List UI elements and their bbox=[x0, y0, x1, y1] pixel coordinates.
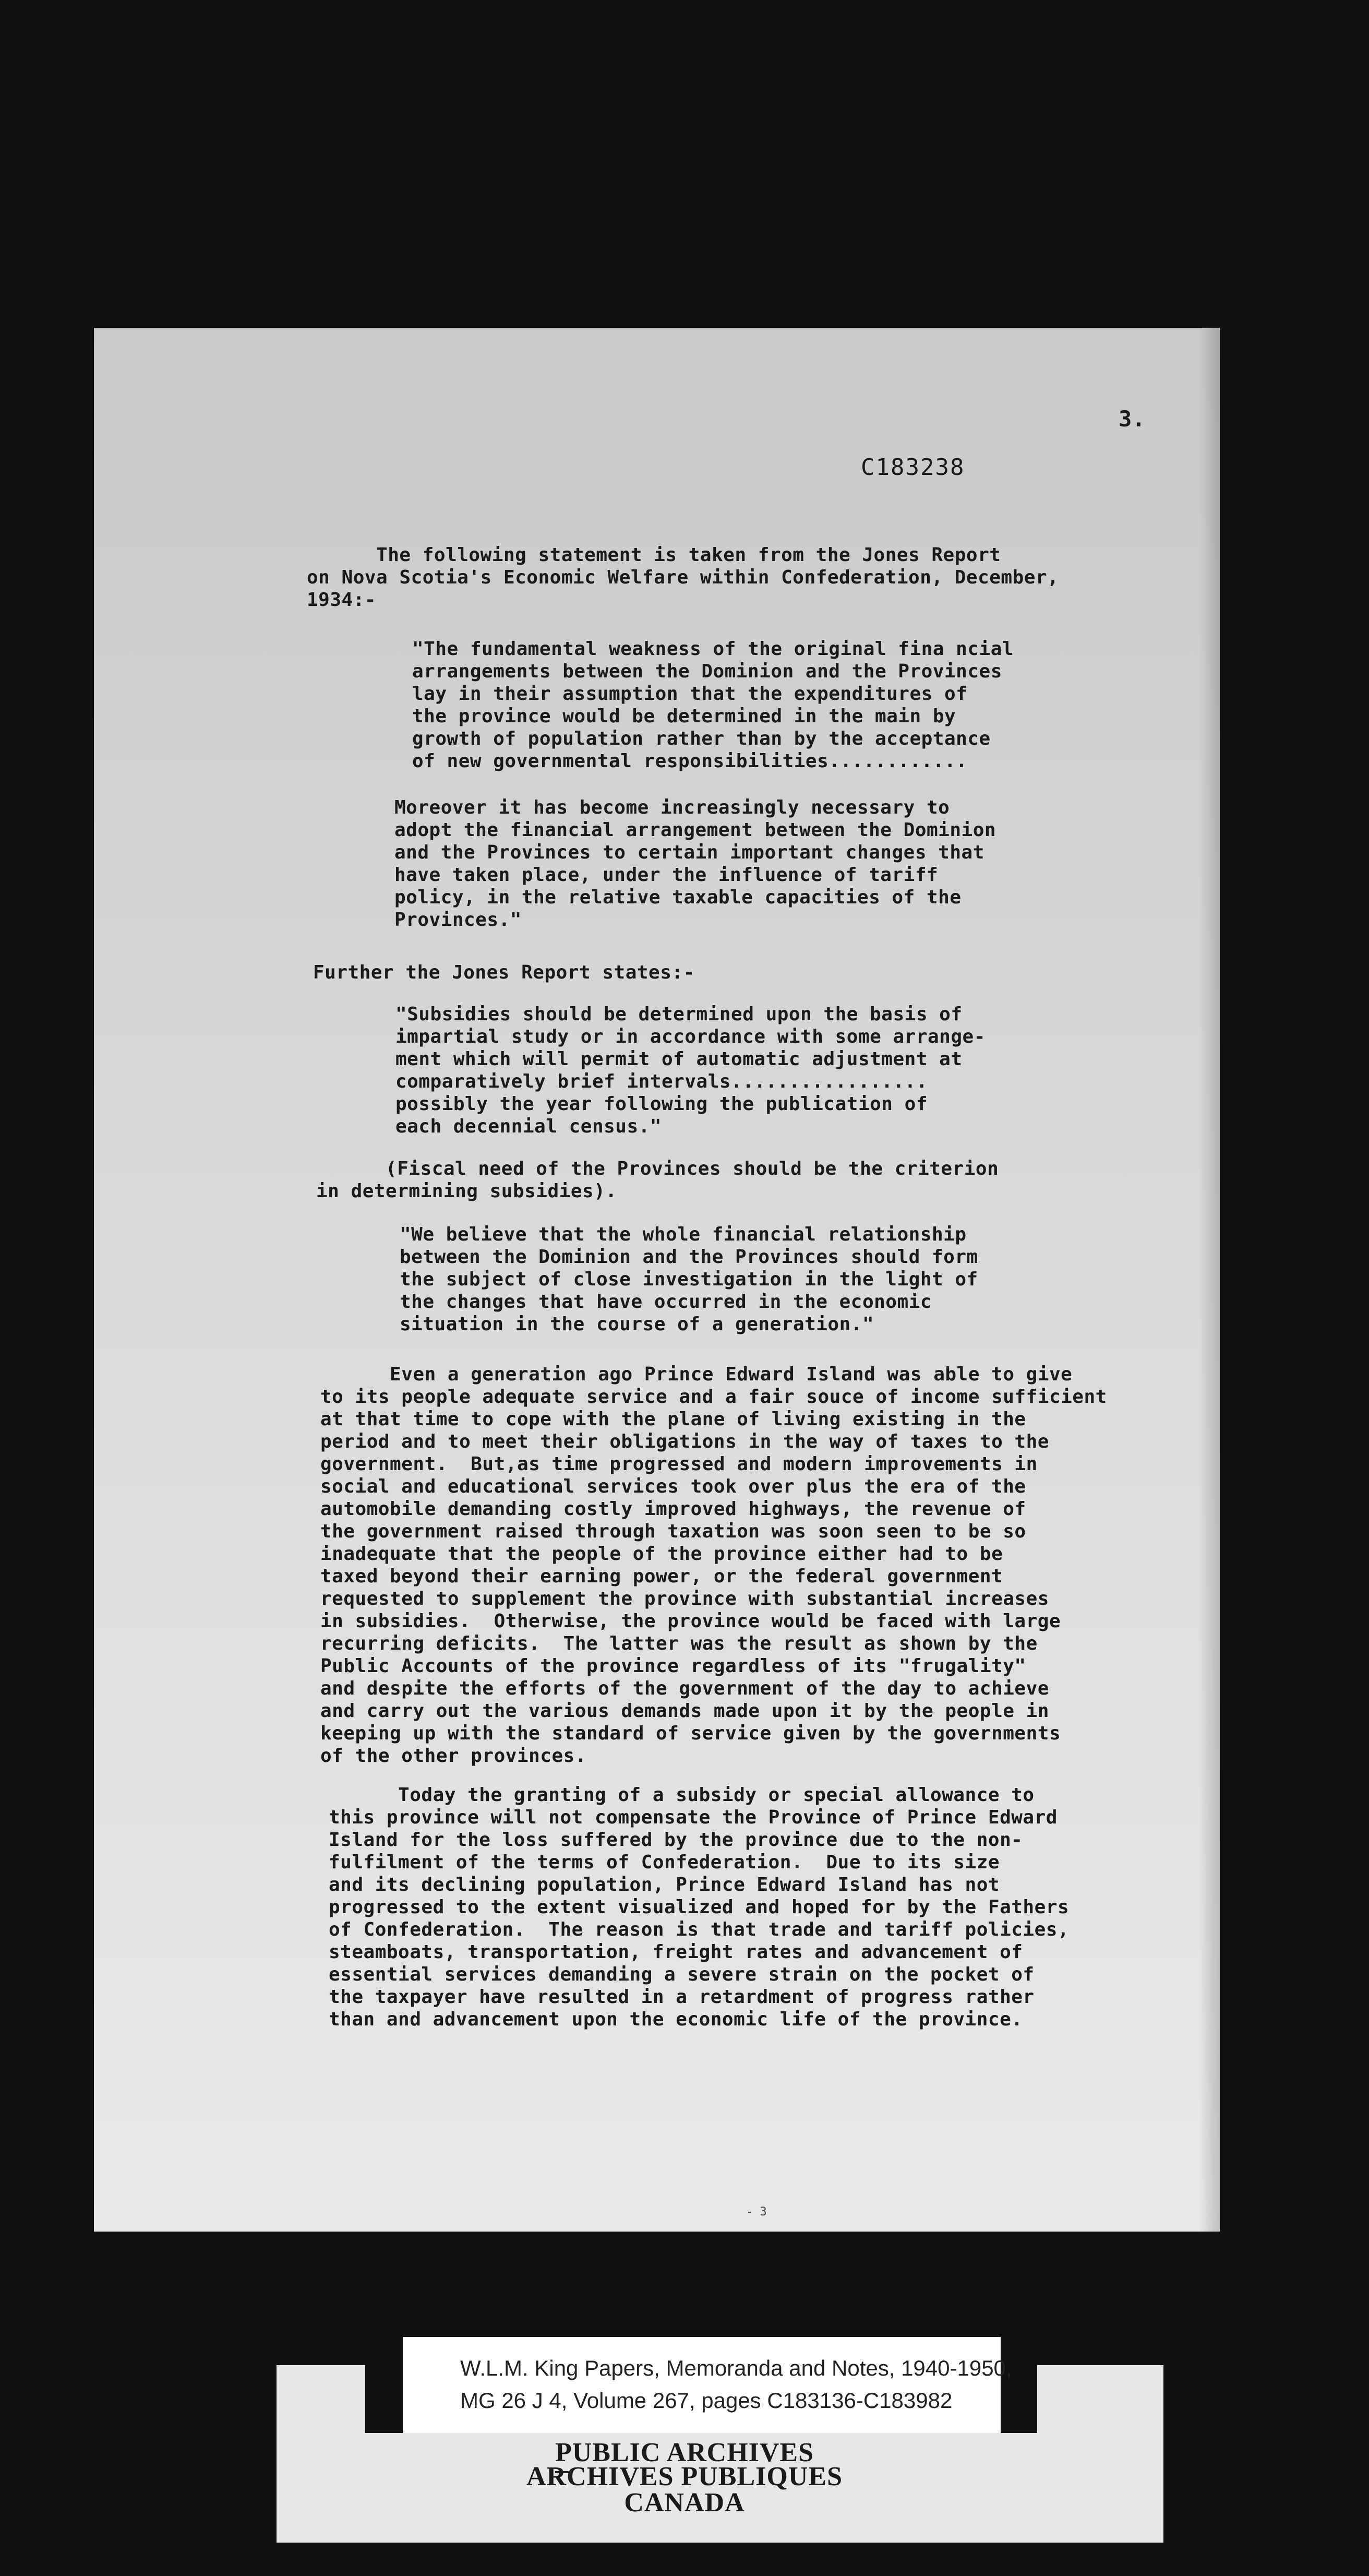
quote-paragraph-2: Moreover it has become increasingly necessary to adopt the financial arrangement between the Dominion and the Provinces to certain important changes that have taken place, under the influence of tariff policy, in the relative taxable capacities of the Provinces." bbox=[394, 797, 996, 931]
label-tab-right bbox=[1001, 2337, 1037, 2433]
body-paragraph-2: Today the granting of a subsidy or special allowance to this province will not compensate the Province of Prince Edward Island for the loss suffered by the province due to the non- fulfilment of the terms of Confederation. Due to its size and its declining population, Prince Edward Island has not progressed to the extent visualized and hoped for by the Fathers of Confederation. The reason is that trade and tariff policies, steamboats, transportation, freight rates and advancement of essential services demanding a severe strain on the pocket of the taxpayer have resulted in a retardment of progress rather than and advancement upon the economic life of the province. bbox=[329, 1784, 1070, 2030]
page-number: 3. bbox=[1119, 406, 1146, 432]
document-number: C183238 bbox=[861, 454, 965, 481]
archive-reference-card bbox=[403, 2337, 1012, 2433]
label-tab-left bbox=[365, 2337, 403, 2433]
quote-paragraph-1: "The fundamental weakness of the original fina ncial arrangements between the Dominion and the Provinces lay in their assumption that the expenditures of the province would be determined in the main by growth of population rather than by the acceptance of new governmental responsibilities............ bbox=[412, 638, 1014, 772]
fiscal-need-note: (Fiscal need of the Provinces should be the criterion in determining subsidies). bbox=[316, 1158, 999, 1202]
archive-reference-line-1: W.L.M. King Papers, Memoranda and Notes, 1940-1950, bbox=[460, 2356, 1012, 2380]
archive-stamp-line-3: CANADA bbox=[624, 2488, 745, 2518]
intro-paragraph: The following statement is taken from the Jones Report on Nova Scotia's Economic Welfare within Confederation, December, 1934:- bbox=[307, 544, 1059, 611]
archive-reference-line-2: MG 26 J 4, Volume 267, pages C183136-C183982 bbox=[460, 2388, 953, 2413]
further-heading: Further the Jones Report states:- bbox=[313, 962, 695, 983]
page-edge-shadow bbox=[1199, 328, 1220, 2232]
page-footer-mark: - 3 bbox=[746, 2205, 767, 2219]
body-paragraph-1: Even a generation ago Prince Edward Island was able to give to its people adequate service and a fair souce of income sufficient at that time to cope with the plane of living existing in the period and to meet their obligations in the way of taxes to the government. But,as time progressed and modern improvements in social and educational services took over plus the era of the automobile demanding costly improved highways, the revenue of the government raised through taxation was soon seen to be so inadequate that the people of the province either had to be taxed beyond their earning power, or the federal government requested to supplement the province with substantial increases in subsidies. Otherwise, the province would be faced with large recurring deficits. The latter was the result as shown by the Public Accounts of the province regardless of its "frugality" and despite the efforts of the government of the day to achieve and carry out the various demands made upon it by the people in keeping up with the standard of service given by the governments of the other provinces. bbox=[320, 1364, 1107, 1767]
quote-paragraph-3: "Subsidies should be determined upon the basis of impartial study or in accordance with some arrange- ment which will permit of automatic adjustment at comparatively brief intervals................. possibly the year following the publication of each decennial census." bbox=[395, 1004, 986, 1137]
archive-stamp-line-2: ARCHIVES PUBLIQUES bbox=[526, 2462, 843, 2491]
archive-stamp-line-1: PUBLIC ARCHIVES bbox=[555, 2438, 814, 2467]
quote-paragraph-4: "We believe that the whole financial relationship between the Dominion and the Provinces should form the subject of close investigation in the light of the changes that have occurred in the economic situation in the course of a generation." bbox=[400, 1224, 978, 1335]
